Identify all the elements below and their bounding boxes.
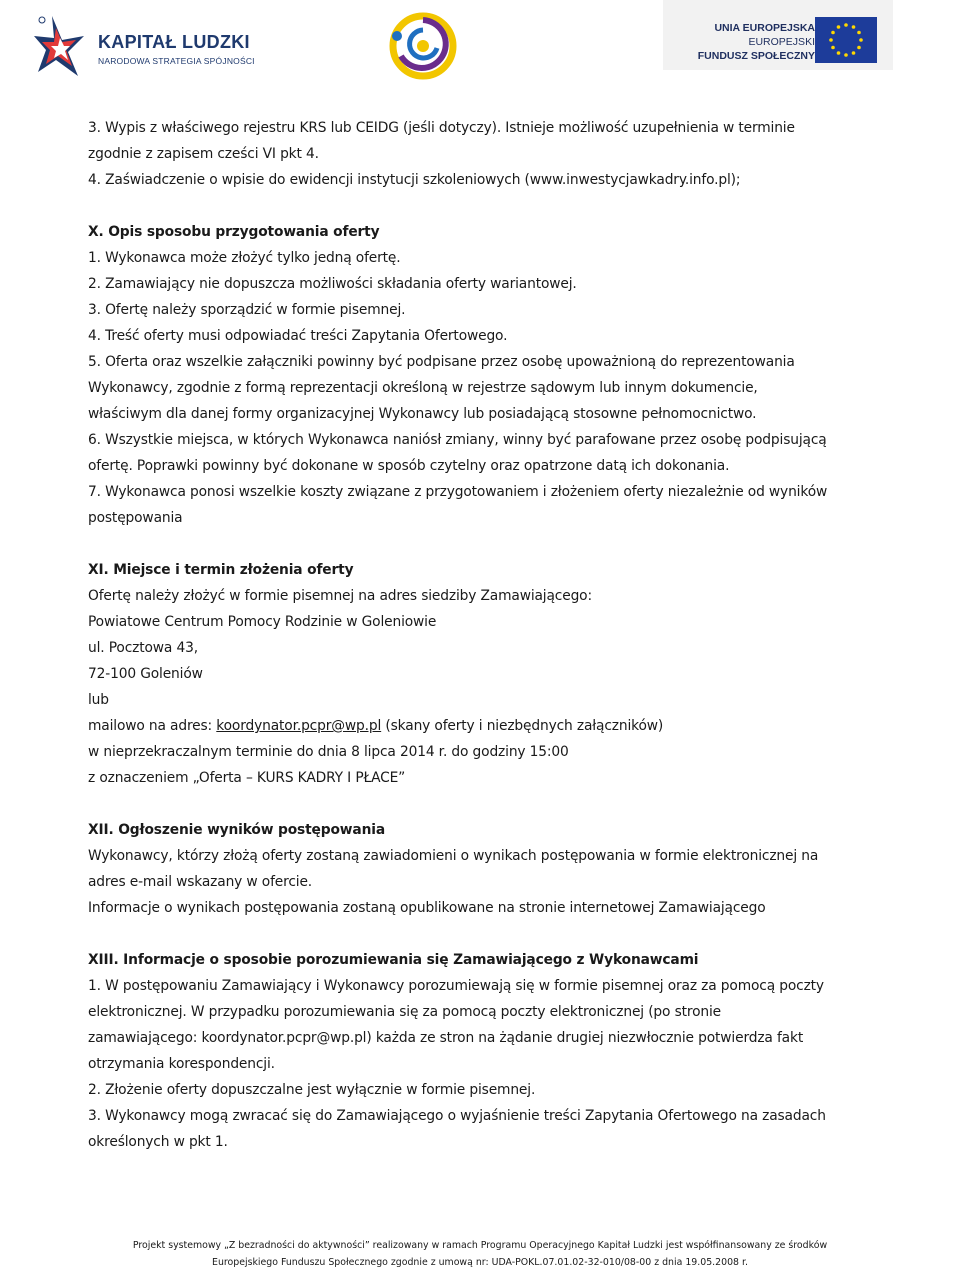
footer-line-1: Projekt systemowy „Z bezradności do aktywności” realizowany w ramach Programu Operacyjnego Kapitał Ludzki jest współfinansowany ze środków xyxy=(132,1240,828,1251)
eu-line-2: EUROPEJSKI xyxy=(748,36,815,48)
email-line xyxy=(88,713,888,739)
text-line: ul. Pocztowa 43, xyxy=(88,640,198,656)
text-line: postępowania xyxy=(88,510,183,526)
text-line: elektronicznej. W przypadku porozumiewania się za pomocą poczty elektronicznej (po stronie xyxy=(88,1004,721,1020)
text-line: określonych w pkt 1. xyxy=(88,1134,228,1150)
list-item: 3. Wykonawcy mogą zwracać się do Zamawiającego o wyjaśnienie treści Zapytania Ofertowego na zasadach xyxy=(88,1108,826,1124)
kapital-ludzki-star-icon xyxy=(34,6,94,82)
text-line: otrzymania korespondencji. xyxy=(88,1056,275,1072)
eu-flag-icon xyxy=(815,17,877,63)
list-item: 2. Zamawiający nie dopuszcza możliwości składania oferty wariantowej. xyxy=(88,276,577,292)
list-item: 1. W postępowaniu Zamawiający i Wykonawcy porozumiewają się w formie pisemnej oraz za pomocą poczty xyxy=(88,978,824,994)
text-line: Powiatowe Centrum Pomocy Rodzinie w Goleniowie xyxy=(88,614,437,630)
section-heading-x: X. Opis sposobu przygotowania oferty xyxy=(88,224,380,240)
section-heading-xi: XI. Miejsce i termin złożenia oferty xyxy=(88,562,354,578)
text-line: 3. Wypis z właściwego rejestru KRS lub CEIDG (jeśli dotyczy). Istnieje możliwość uzupełnienia w terminie xyxy=(88,120,795,136)
kapital-ludzki-title: KAPITAŁ LUDZKI xyxy=(98,32,250,52)
email-prefix: mailowo na adres: xyxy=(88,718,217,734)
section-heading-xiii: XIII. Informacje o sposobie porozumiewania się Zamawiającego z Wykonawcami xyxy=(88,952,699,968)
text-line: zgodnie z zapisem cześci VI pkt 4. xyxy=(88,146,319,162)
list-item: 3. Ofertę należy sporządzić w formie pisemnej. xyxy=(88,302,406,318)
text-line: Ofertę należy złożyć w formie pisemnej na adres siedziby Zamawiającego: xyxy=(88,588,592,604)
list-item: 1. Wykonawca może złożyć tylko jedną ofertę. xyxy=(88,250,401,266)
section-heading-xii: XII. Ogłoszenie wyników postępowania xyxy=(88,822,385,838)
text-line: lub xyxy=(88,692,109,708)
kapital-ludzki-logo xyxy=(34,6,274,82)
list-item: 5. Oferta oraz wszelkie załączniki powinny być podpisane przez osobę upoważnioną do reprezentowania xyxy=(88,354,795,370)
eu-line-1: UNIA EUROPEJSKA xyxy=(714,22,815,34)
page-header xyxy=(0,0,960,90)
text-line: w nieprzekraczalnym terminie do dnia 8 lipca 2014 r. do godziny 15:00 xyxy=(88,744,569,760)
text-line: adres e-mail wskazany w ofercie. xyxy=(88,874,313,890)
footer-line-2: Europejskiego Funduszu Społecznego zgodnie z umową nr: UDA-POKL.07.01.02-32-010/08-00 z dnia 19.05.2008 r. xyxy=(212,1257,748,1268)
text-line: z oznaczeniem „Oferta – KURS KADRY I PŁACE” xyxy=(88,770,406,786)
list-item: 4. Treść oferty musi odpowiadać treści Zapytania Ofertowego. xyxy=(88,328,508,344)
project-spiral-icon xyxy=(375,6,471,84)
text-line: 72-100 Goleniów xyxy=(88,666,203,682)
list-item: 7. Wykonawca ponosi wszelkie koszty związane z przygotowaniem i złożeniem oferty niezależnie od wyników xyxy=(88,484,828,500)
text-line: Informacje o wynikach postępowania zostaną opublikowane na stronie internetowej Zamawiającego xyxy=(88,900,766,916)
list-item: 6. Wszystkie miejsca, w których Wykonawca naniósł zmiany, winny być parafowane przez osobę podpisującą xyxy=(88,432,827,448)
text-line: właściwym dla danej formy organizacyjnej Wykonawcy lub posiadającą stosowne pełnomocnictwo. xyxy=(88,406,757,422)
list-item: 2. Złożenie oferty dopuszczalne jest wyłącznie w formie pisemnej. xyxy=(88,1082,536,1098)
email-link[interactable]: koordynator.pcpr@wp.pl xyxy=(216,718,382,734)
kapital-ludzki-subtitle: NARODOWA STRATEGIA SPÓJNOŚCI xyxy=(98,56,255,66)
text-line: zamawiającego: koordynator.pcpr@wp.pl) każda ze stron na żądanie drugiej niezwłocznie potwierdza fakt xyxy=(88,1030,804,1046)
project-logo xyxy=(375,6,471,84)
text-line: Wykonawcy, zgodnie z formą reprezentacji określoną w rejestrze sądowym lub innym dokumencie, xyxy=(88,380,758,396)
page-footer xyxy=(0,1237,960,1271)
text-line: Wykonawcy, którzy złożą oferty zostaną zawiadomieni o wynikach postępowania w formie elektronicznej na xyxy=(88,848,819,864)
text-line: ofertę. Poprawki powinny być dokonane w sposób czytelny oraz opatrzone datą ich dokonania. xyxy=(88,458,730,474)
text-line: 4. Zaświadczenie o wpisie do ewidencji instytucji szkoleniowych (www.inwestycjawkadry.info.pl); xyxy=(88,172,741,188)
email-suffix: (skany oferty i niezbędnych załączników) xyxy=(381,718,664,734)
eu-line-3: FUNDUSZ SPOŁECZNY xyxy=(697,50,815,62)
document-body xyxy=(88,115,888,1155)
